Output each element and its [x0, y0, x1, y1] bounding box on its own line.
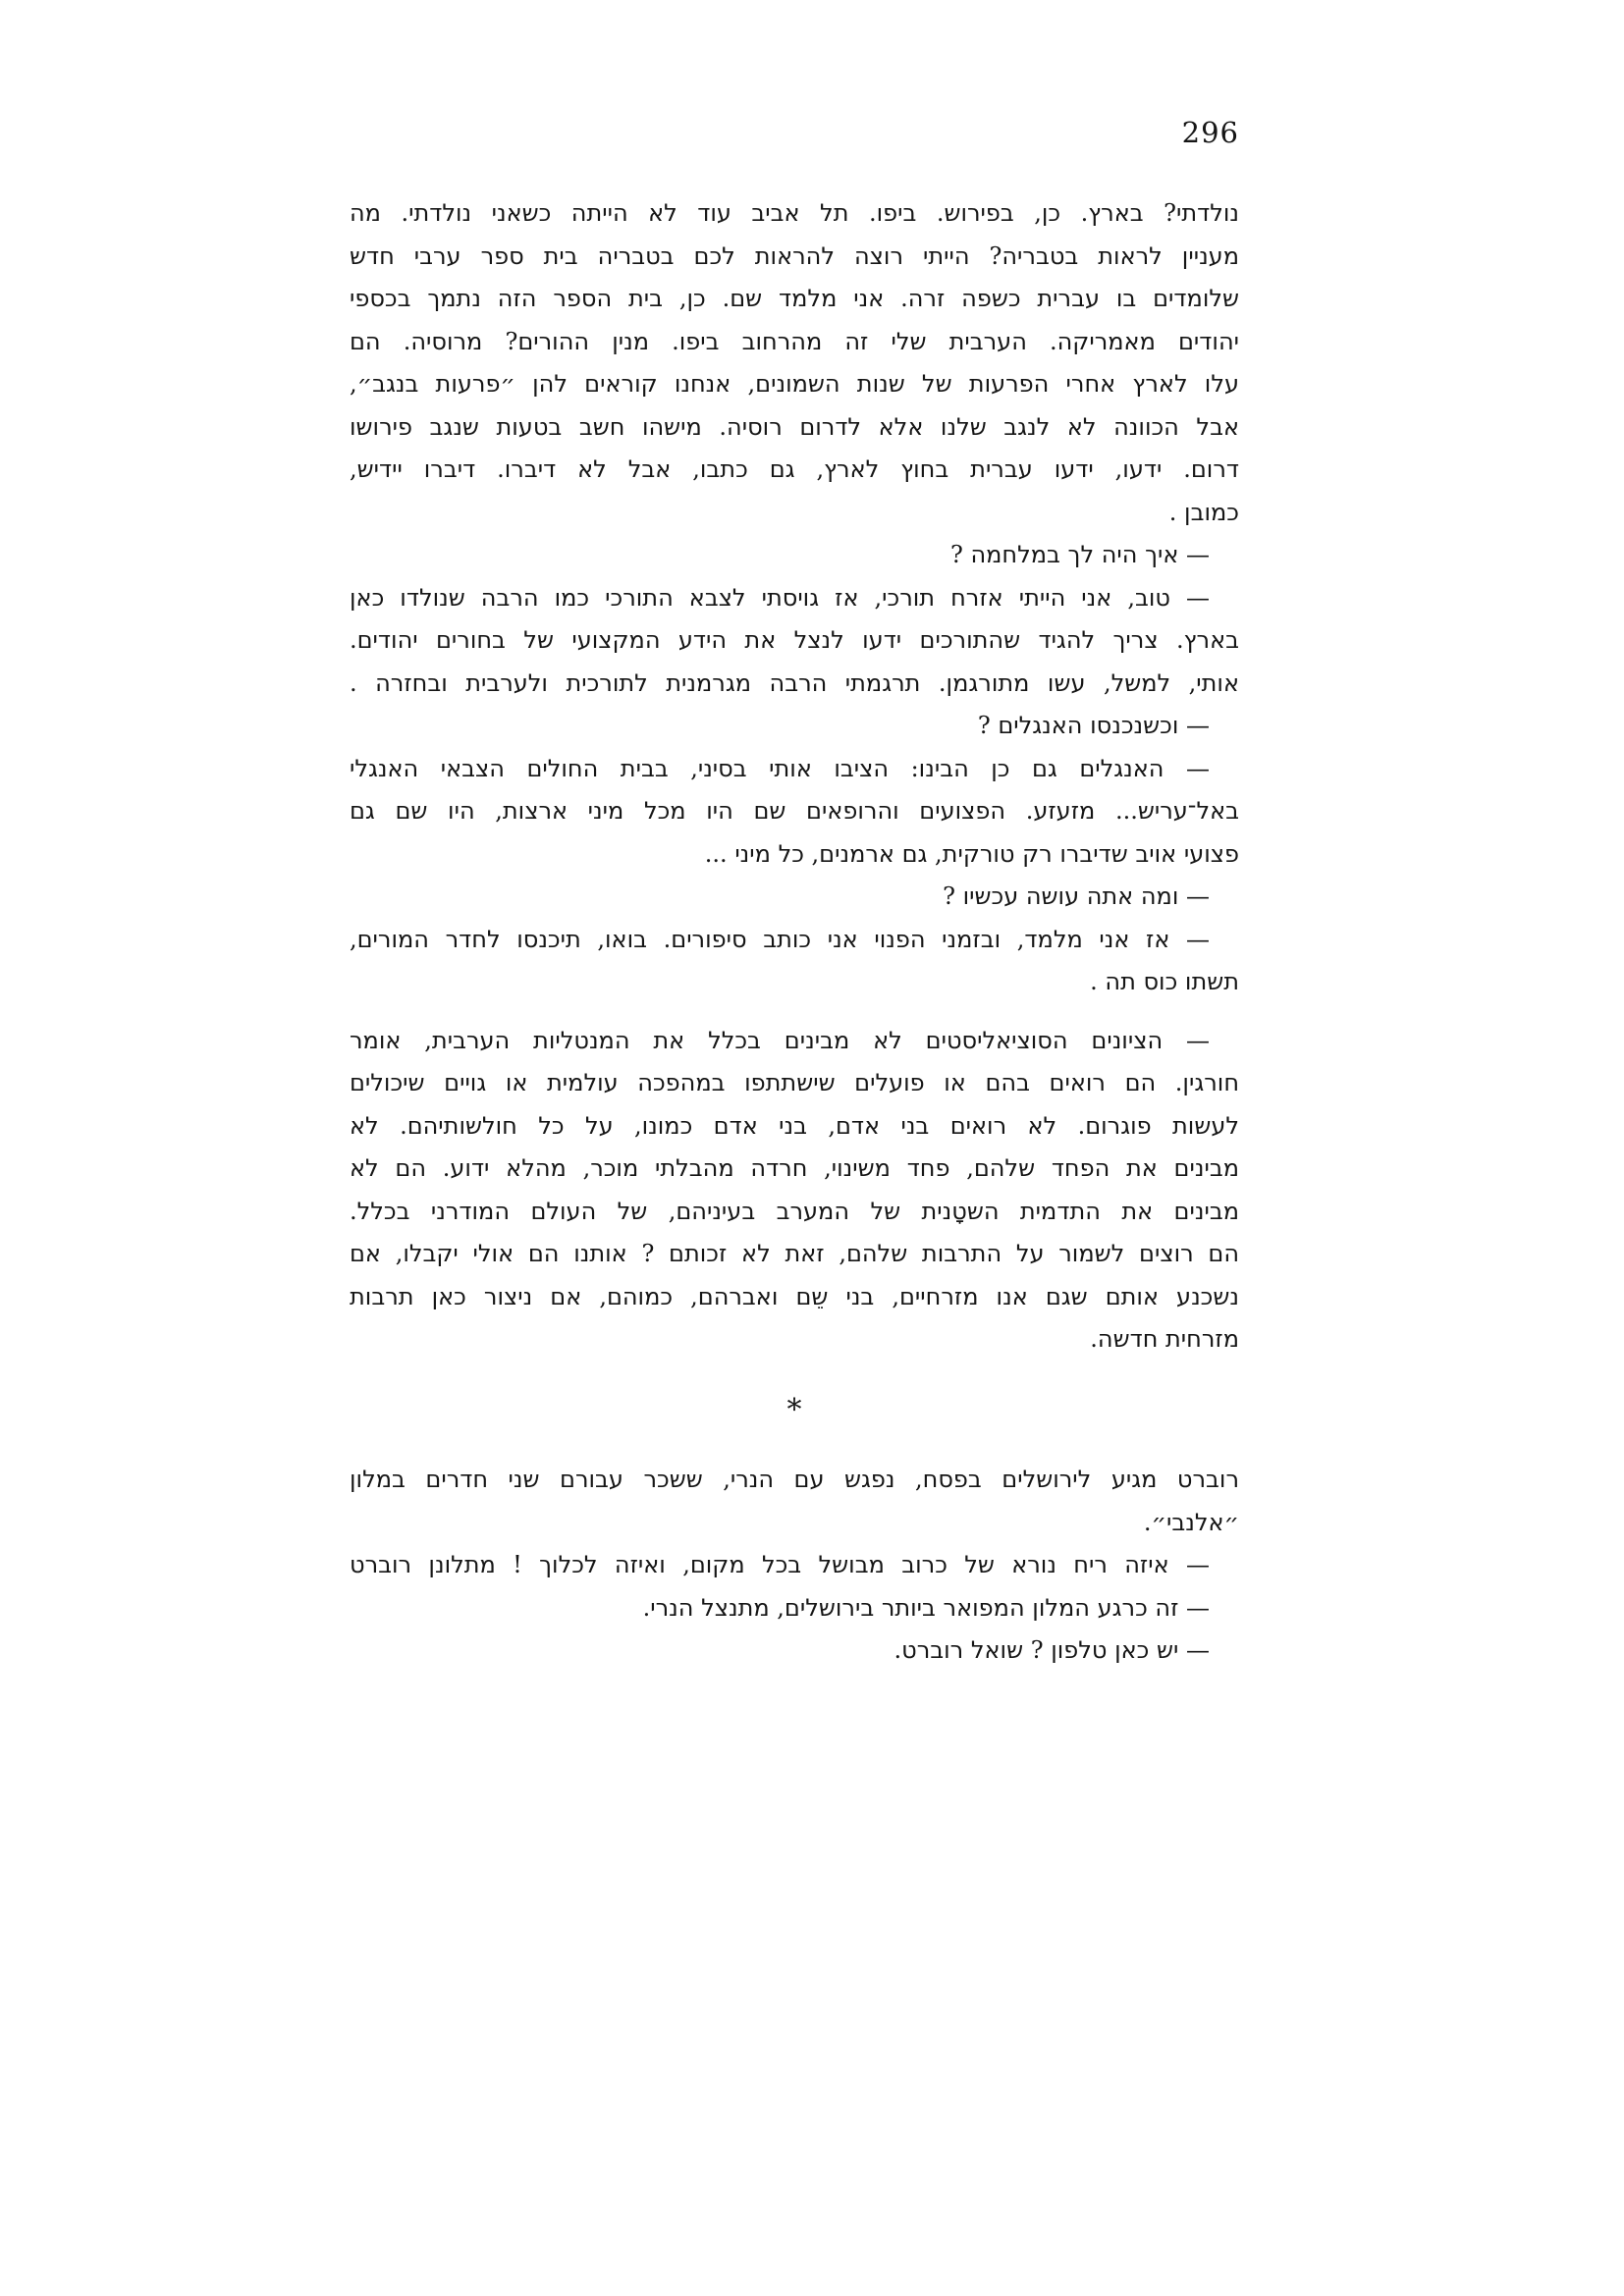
text-line: הם רוצים לשמור על התרבות שלהם, זאת לא זכותם ? אותנו הם אולי יקבלו, אם [350, 1240, 1239, 1267]
text-line: מבינים את הפחד שלהם, פחד משינוי, חרדה מהבלתי מוכר, מהלא ידוע. הם לא [350, 1154, 1239, 1182]
text-line: בארץ. צריך להגיד שהתורכים ידעו לנצל את הידע המקצועי של בחורים יהודים. [350, 626, 1239, 654]
text-line: אבל הכוונה לא לנגב שלנו אלא לדרום רוסיה. מישהו חשב בטעות שנגב פירושו [350, 412, 1239, 441]
text-line: חורגין. הם רואים בהם או פועלים שישתתפו במהפכה עולמית או גויים שיכולים [350, 1069, 1239, 1096]
text-line: נשכנע אותם שגם אנו מזרחיים, בני שֵם ואברהם, כמוהם, אם ניצור כאן תרבות [350, 1282, 1239, 1310]
text-line: לעשות פוגרום. לא רואים בני אדם, בני אדם כמונו, על כל חולשותיהם. לא [350, 1111, 1239, 1140]
text-line: מעניין לראות בטבריה? הייתי רוצה להראות לכם בטבריה בית ספר ערבי חדש [350, 241, 1240, 270]
text-line: מבינים את התדמית השטָנית של המערב בעיניהם, של העולם המודרני בכלל. [350, 1197, 1239, 1225]
text-line: רוברט מגיע לירושלים בפסח, נפגש עם הנרי, ששכר עבורם שני חדרים במלון [350, 1466, 1239, 1493]
text-line: דרום. ידעו, ידעו עברית בחוץ לארץ, גם כתבו, אבל לא דיברו. דיברו יידיש, [350, 455, 1239, 483]
dialogue-line: — זה כרגע המלון המפואר ביותר בירושלים, מתנצל הנרי. [642, 1593, 1210, 1622]
dialogue-line: — וכשנכנסו האנגלים ? [977, 712, 1210, 739]
text-line: אותי, למשל, עשו מתורגמן. תרגמתי הרבה מגרמנית לתורכית ולערבית ובחזרה . [350, 668, 1239, 697]
dialogue-line: — הציונים הסוציאליסטים לא מבינים בכלל את המנטליות הערבית, אומר [350, 1026, 1210, 1054]
text-line: כמובן . [1168, 498, 1239, 526]
dialogue-line: — האנגלים גם כן הבינו: הציבו אותי בסיני, בבית החולים הצבאי האנגלי [350, 754, 1210, 782]
text-line: באל־עריש... מזעזע. הפצועים והרופאים שם היו מכל מיני ארצות, היו שם גם [350, 797, 1239, 825]
text-line: יהודים מאמריקה. הערבית שלי זה מהרחוב ביפו. מנין ההורים? מרוסיה. הם [350, 327, 1239, 355]
text-line: שלומדים בו עברית כשפה זרה. אני מלמד שם. כן, בית הספר הזה נתמך בכספי [350, 285, 1239, 312]
section-break-asterisk: * [786, 1392, 802, 1427]
dialogue-line: — יש כאן טלפון ? שואל רוברט. [893, 1636, 1210, 1664]
dialogue-line: — טוב, אני הייתי אזרח תורכי, אז גויסתי לצבא התורכי כמו הרבה שנולדו כאן [350, 583, 1210, 612]
dialogue-line: — ומה אתה עושה עכשיו ? [943, 882, 1210, 910]
text-line: פצועי אויב שדיברו רק טורקית, גם ארמנים, כל מיני ... [704, 839, 1239, 868]
text-line: עלו לארץ אחרי הפרעות של שנות השמונים, אנחנו קוראים להן ״פרעות בנגב״, [350, 370, 1239, 398]
text-line: ״אלנבי״. [1143, 1508, 1239, 1536]
text-line: נולדתי? בארץ. כן, בפירוש. ביפו. תל אביב עוד לא הייתה כשאני נולדתי. מה [350, 199, 1239, 227]
dialogue-line: — איזה ריח נורא של כרוב מבושל בכל מקום, ואיזה לכלוך ! מתלונן רוברט [350, 1551, 1210, 1578]
text-line: מזרחית חדשה. [1090, 1325, 1239, 1353]
page-number: 296 [1181, 116, 1239, 149]
text-block [350, 192, 1239, 1673]
dialogue-line: — אז אני מלמד, ובזמני הפנוי אני כותב סיפורים. בואו, תיכנסו לחדר המורים, [350, 925, 1210, 953]
text-line: תשתו כוס תה . [1090, 968, 1239, 995]
dialogue-line: — איך היה לך במלחמה ? [949, 541, 1210, 568]
